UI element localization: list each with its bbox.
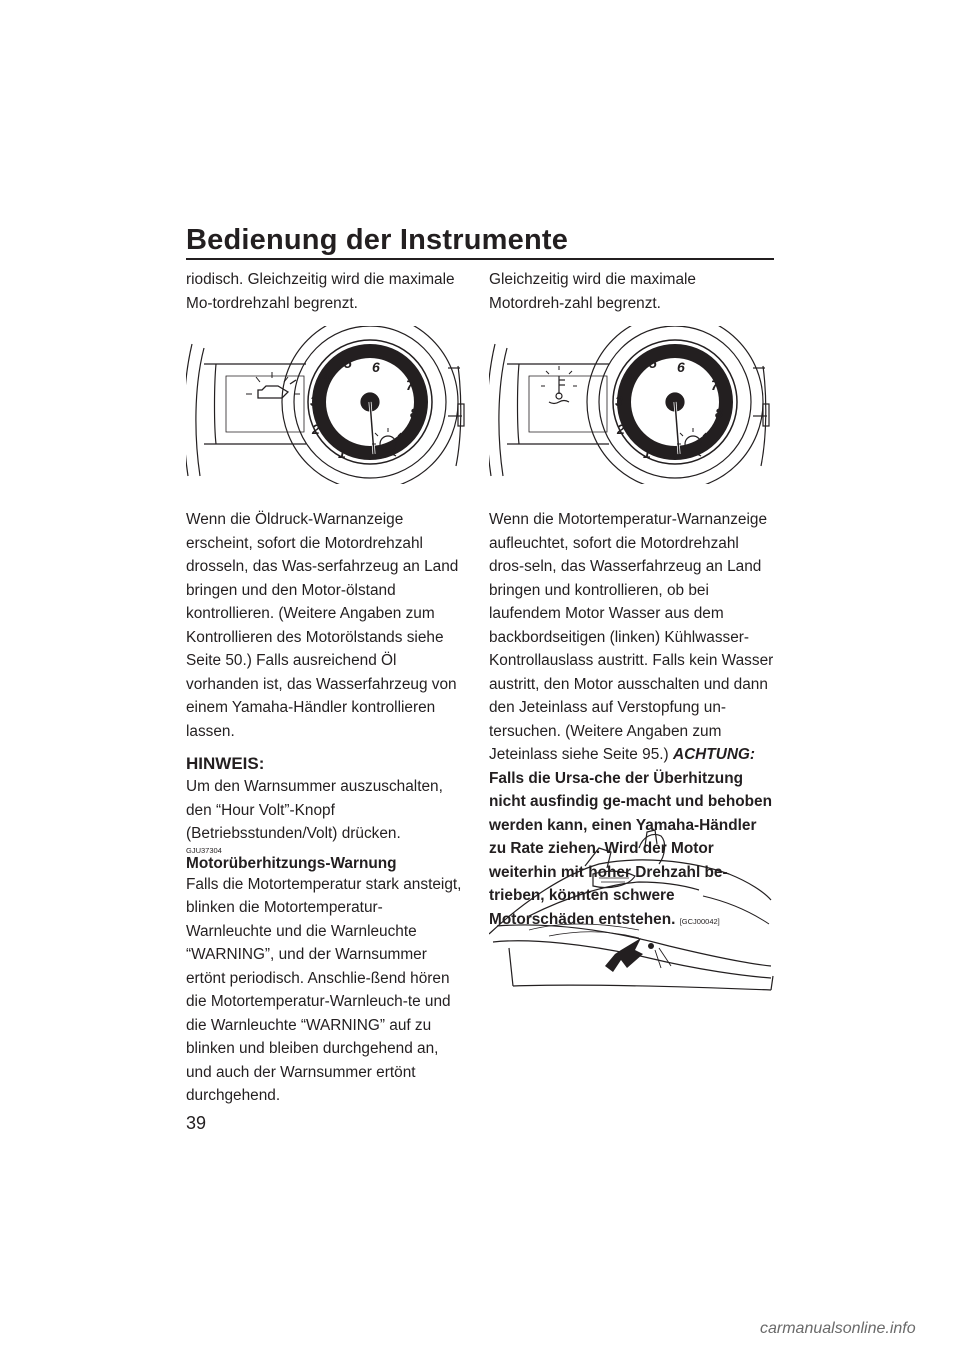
gauge2-number-4: 4 [627, 369, 635, 385]
caution-text: Falls die Ursa-che der Überhitzung nicht ausfindig ge-macht und behoben werden kann, einen Yamaha-Händler zu Rate ziehen. Wird der Motor weiterhin mit hoher Drehzahl be-trieben, könnten schwere Motorschäden entstehen. [489, 769, 773, 928]
cooling-water-outlet-marker [648, 943, 654, 949]
page-header [186, 224, 774, 260]
gauge-number-4: 4 [322, 369, 330, 385]
gauge2-number-7: 7 [711, 377, 719, 393]
left-column-top [186, 268, 468, 315]
temperature-warning-icon [541, 366, 577, 404]
right-paragraph-2-text: Wenn die Motortemperatur-Warnanzeige aufleuchtet, sofort die Motordrehzahl dros-seln, das Wasserfahrzeug an Land bringen und kontrollieren, ob bei laufendem Motor Wasser aus dem backbordseitigen (linken) Kühlwasser-Kontrollauslass austritt. Falls kein Wasser austritt, den Motor ausschalten und dann den Jeteinlass auf Verstopfung un-tersuchen. (Weitere Angaben zum Jeteinlass siehe Seite 95.) [489, 511, 774, 763]
gauge2-number-1: 1 [643, 445, 651, 461]
gauge-number-6: 6 [372, 359, 380, 375]
gauge-number-2: 2 [312, 421, 320, 437]
gauge-number-1: 1 [338, 445, 346, 461]
header-rule [186, 258, 774, 260]
watermark: carmanualsonline.info [760, 1320, 916, 1337]
gauge2-number-3: 3 [615, 393, 623, 409]
tachometer-temperature-warning-illustration [489, 326, 774, 484]
left-paragraph-2: Wenn die Öldruck-Warnanzeige erscheint, sofort die Motordrehzahl drosseln, das Was-serfahrzeug an Land bringen und den Motor-ölstand kontrollieren. (Weitere Angaben zum Kontrollieren des Motorölstands siehe Seite 50.) Falls ausreichend Öl vorhanden ist, das Wasserfahrzeug von einem Yamaha-Händler kontrollieren lassen. [186, 511, 459, 740]
left-paragraph-3: Falls die Motortemperatur stark ansteigt, blinken die Motortemperatur-Warnleuchte und die Warnleuchte “WARNING”, und der Warnsummer ertönt periodisch. Anschlie-ßend hören die Motortemperatur-Warnleuch-te und die Warnleuchte “WARNING” auf zu blinken und bleiben durchgehend an, und auch der Warnsummer ertönt durchgehend. [186, 875, 462, 1104]
gauge-number-8: 8 [410, 405, 418, 421]
caution-label: ACHTUNG: [672, 746, 756, 763]
watercraft-figure [489, 826, 774, 992]
arrow-pointer-icon [605, 938, 643, 972]
tachometer-oil-warning-illustration [186, 326, 466, 484]
gauge2-number-8: 8 [715, 405, 723, 421]
gauge-number-7: 7 [406, 377, 414, 393]
left-paragraph-1: riodisch. Gleichzeitig wird die maximale Mo-tordrehzahl begrenzt. [186, 271, 455, 312]
gauge-figure-oil-pressure [186, 326, 466, 484]
gauge2-number-2: 2 [617, 421, 625, 437]
right-column-top [489, 268, 774, 315]
watercraft-hull-illustration [489, 826, 774, 992]
gauge2-number-6: 6 [677, 359, 685, 375]
gauge-number-3: 3 [310, 393, 318, 409]
hinweis-title: HINWEIS: [186, 754, 265, 773]
right-paragraph-1: Gleichzeitig wird die maximale Motordreh-zahl begrenzt. [489, 271, 696, 312]
hinweis-text: Um den Warnsummer auszuschalten, den “Hour Volt”-Knopf (Betriebsstunden/Volt) drücken. [186, 778, 443, 842]
page-number: 39 [186, 1113, 207, 1133]
gauge-figure-temperature [489, 326, 774, 484]
gauge2-number-5: 5 [649, 355, 657, 371]
page-title: Bedienung der Instrumente [186, 224, 569, 256]
gauge-number-5: 5 [344, 355, 352, 371]
caution-code: [GCJ00042] [679, 916, 720, 926]
section-heading: Motorüberhitzungs-Warnung [186, 854, 397, 872]
left-column-main [186, 508, 468, 1108]
section-code: GJU37304 [186, 845, 222, 855]
